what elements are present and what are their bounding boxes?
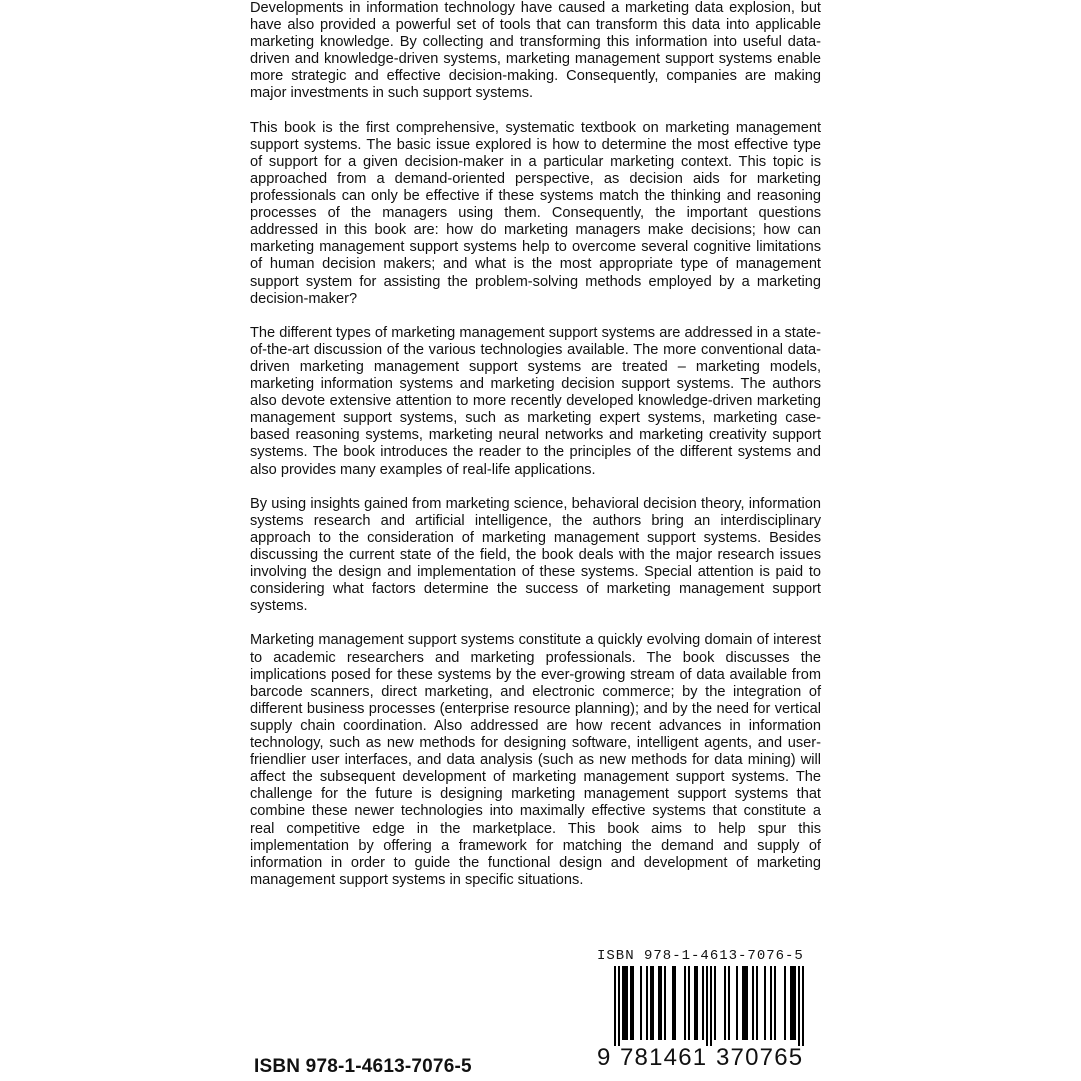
barcode-bar — [622, 966, 624, 1040]
barcode-bar — [624, 966, 626, 1040]
barcode-left-digits: 781461 — [620, 1044, 708, 1071]
barcode-bar — [792, 966, 794, 1040]
isbn-barcode — [592, 948, 818, 1074]
barcode-guard-bar — [706, 966, 708, 1046]
barcode-right-digits: 370765 — [716, 1044, 804, 1071]
barcode-guard-bar — [618, 966, 620, 1046]
barcode-guard-bar — [710, 966, 712, 1046]
barcode-bar — [742, 966, 744, 1040]
blurb-paragraph-1: Developments in information technology have caused a marketing data explosion, but have also provided a powerful set of tools that can transform this data into applicable marketing knowledge. By collecting and transforming this information into useful data-driven and knowledge-driven systems, marketing management support systems enable more strategic and effective decision-making. Consequently, companies are making major investments in such support systems. — [250, 0, 821, 102]
barcode-bar — [660, 966, 662, 1040]
barcode-bar — [696, 966, 698, 1040]
barcode-bar — [684, 966, 686, 1040]
barcode-guard-bar — [614, 966, 616, 1046]
blurb-paragraph-3: The different types of marketing management support systems are addressed in a state-of-the-art discussion of the various technologies available. The more conventional data-driven marketing management support systems are treated – marketing models, marketing information systems and marketing decision support systems. The authors also devote extensive attention to more recently developed knowledge-driven marketing management support systems, such as marketing expert systems, marketing case-based reasoning systems, marketing neural networks and marketing creativity support systems. The book introduces the reader to the principles of the different systems and also provides many examples of real-life applications. — [250, 324, 821, 478]
barcode-isbn-label: ISBN 978-1-4613-7076-5 — [597, 948, 804, 964]
barcode-bars — [592, 966, 818, 1046]
barcode-bar — [790, 966, 792, 1040]
barcode-bar — [652, 966, 654, 1040]
barcode-bar — [714, 966, 716, 1040]
barcode-bar — [764, 966, 766, 1040]
barcode-bar — [664, 966, 666, 1040]
barcode-bar — [774, 966, 776, 1040]
barcode-bar — [674, 966, 676, 1040]
blurb-paragraph-4: By using insights gained from marketing science, behavioral decision theory, information systems research and artificial intelligence, the authors bring an interdisciplinary approach to the consideration of marketing management support systems. Besides discussing the current state of the field, the book deals with the major research issues involving the design and implementation of these systems. Special attention is paid to considering what factors determine the success of marketing management support systems. — [250, 495, 821, 615]
barcode-bar — [672, 966, 674, 1040]
barcode-bar — [658, 966, 660, 1040]
barcode-bar — [646, 966, 648, 1040]
barcode-bar — [650, 966, 652, 1040]
barcode-bar — [736, 966, 738, 1040]
barcode-bar — [632, 966, 634, 1040]
barcode-bar — [640, 966, 642, 1040]
footer-isbn: ISBN 978-1-4613-7076-5 — [254, 1056, 472, 1077]
barcode-guard-bar — [798, 966, 800, 1046]
barcode-guard-bar — [802, 966, 804, 1046]
barcode-bar — [728, 966, 730, 1040]
blurb-paragraph-5: Marketing management support systems constitute a quickly evolving domain of interest to academic researchers and marketing professionals. The book discusses the implications posed for these systems by the ever-growing stream of data available from barcode scanners, direct marketing, and electronic commerce; by the integration of different business processes (enterprise resource planning); and by the need for vertical supply chain coordination. Also addressed are how recent advances in information technology, such as new methods for designing software, intelligent agents, and user-friendlier user interfaces, and data analysis (such as new methods for data mining) will affect the subsequent development of marketing management support systems. The challenge for the future is designing marketing management support systems that combine these newer technologies into maximally effective systems that constitute a real competitive edge in the marketplace. This book aims to help spur this implementation by offering a framework for matching the demand and supply of information in order to guide the functional design and development of marketing management support systems in specific situations. — [250, 632, 821, 888]
barcode-bar — [694, 966, 696, 1040]
barcode-bar — [746, 966, 748, 1040]
barcode-bar — [756, 966, 758, 1040]
barcode-bar — [744, 966, 746, 1040]
barcode-bar — [784, 966, 786, 1040]
barcode-bar — [794, 966, 796, 1040]
barcode-bar — [702, 966, 704, 1040]
barcode-bar — [688, 966, 690, 1040]
barcode-lead-digit: 9 — [597, 1044, 611, 1071]
barcode-bar — [724, 966, 726, 1040]
blurb-paragraph-2: This book is the first comprehensive, systematic textbook on marketing management support systems. The basic issue explored is how to determine the most effective type of support for a given decision-maker in a particular marketing context. This topic is approached from a demand-oriented perspective, as decision aids for marketing professionals can only be effective if these systems match the thinking and reasoning processes of the managers using them. Consequently, the important questions addressed in this book are: how do marketing managers make decisions; how can marketing management support systems help to overcome several cognitive limitations of human decision makers; and what is the most appropriate type of management support system for assisting the problem-solving methods employed by a marketing decision-maker? — [250, 119, 821, 307]
barcode-bar — [630, 966, 632, 1040]
barcode-bar — [770, 966, 772, 1040]
barcode-bar — [626, 966, 628, 1040]
barcode-bar — [752, 966, 754, 1040]
back-cover-blurb — [250, 0, 821, 906]
